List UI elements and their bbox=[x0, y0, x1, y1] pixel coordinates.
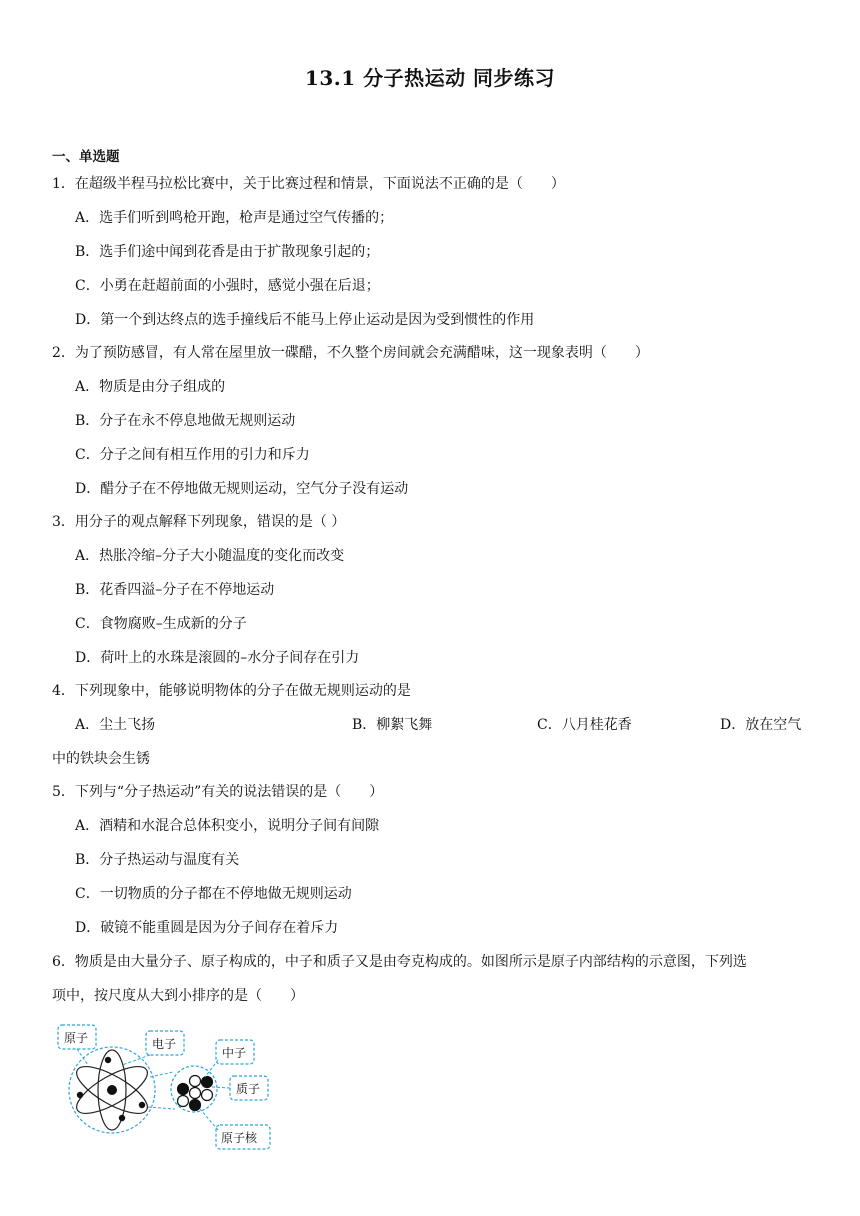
question-4-option-d: D．放在空气 bbox=[720, 717, 802, 733]
section-heading: 一、单选题 bbox=[52, 149, 120, 165]
question-5-option-b: B．分子热运动与温度有关 bbox=[75, 852, 240, 868]
label-atom: 原子 bbox=[64, 1031, 89, 1045]
question-2-option-c: C．分子之间有相互作用的引力和斥力 bbox=[75, 447, 310, 463]
label-proton: 质子 bbox=[236, 1082, 261, 1096]
label-nucleus: 原子核 bbox=[221, 1131, 258, 1145]
question-3-stem: 3．用分子的观点解释下列现象，错误的是（ ） bbox=[52, 514, 346, 530]
question-6-stem-line2: 项中，按尺度从大到小排序的是（ ） bbox=[52, 988, 304, 1004]
label-neutron: 中子 bbox=[222, 1046, 247, 1060]
question-4-option-a: A．尘土飞扬 bbox=[75, 717, 156, 733]
question-5-option-d: D．破镜不能重圆是因为分子间存在着斥力 bbox=[75, 920, 339, 936]
question-4-stem: 4．下列现象中，能够说明物体的分子在做无规则运动的是 bbox=[52, 683, 411, 699]
question-3-option-a: A．热胀冷缩–分子大小随温度的变化而改变 bbox=[75, 548, 345, 564]
label-electron: 电子 bbox=[152, 1037, 177, 1051]
atom-nucleus-dot bbox=[107, 1085, 117, 1095]
question-2-option-a: A．物质是由分子组成的 bbox=[75, 379, 226, 395]
question-1-option-c: C．小勇在赶超前面的小强时，感觉小强在后退； bbox=[75, 278, 380, 294]
question-1-option-b: B．选手们途中闻到花香是由于扩散现象引起的； bbox=[75, 244, 380, 260]
question-2-option-b: B．分子在永不停息地做无规则运动 bbox=[75, 413, 296, 429]
question-4-option-d-continuation: 中的铁块会生锈 bbox=[52, 751, 150, 767]
question-3-option-c: C．食物腐败–生成新的分子 bbox=[75, 616, 247, 632]
question-1-option-d: D．第一个到达终点的选手撞线后不能马上停止运动是因为受到惯性的作用 bbox=[75, 312, 535, 328]
question-4-option-c: C．八月桂花香 bbox=[537, 717, 632, 733]
question-2-stem: 2．为了预防感冒，有人常在屋里放一碟醋，不久整个房间就会充满醋味，这一现象表明（ ） bbox=[52, 345, 649, 361]
question-3-option-d: D．荷叶上的水珠是滚圆的–水分子间存在引力 bbox=[75, 650, 360, 666]
atom-structure-diagram bbox=[50, 1015, 290, 1160]
nucleons bbox=[178, 1076, 213, 1111]
question-5-stem: 5．下列与“分子热运动”有关的说法错误的是（ ） bbox=[52, 784, 384, 800]
page-title: 13.1 分子热运动 同步练习 bbox=[304, 66, 556, 90]
question-4-option-b: B．柳絮飞舞 bbox=[352, 717, 433, 733]
question-5-option-a: A．酒精和水混合总体积变小，说明分子间有间隙 bbox=[75, 818, 380, 834]
question-1-option-a: A．选手们听到鸣枪开跑，枪声是通过空气传播的； bbox=[75, 210, 394, 226]
question-6-stem: 6．物质是由大量分子、原子构成的，中子和质子又是由夸克构成的。如图所示是原子内部结构的示意图，下列选 bbox=[52, 954, 747, 970]
question-1-stem: 1．在超级半程马拉松比赛中，关于比赛过程和情景，下面说法不正确的是（ ） bbox=[52, 176, 565, 192]
question-2-option-d: D．醋分子在不停地做无规则运动，空气分子没有运动 bbox=[75, 481, 409, 497]
question-5-option-c: C．一切物质的分子都在不停地做无规则运动 bbox=[75, 886, 352, 902]
question-3-option-b: B．花香四溢–分子在不停地运动 bbox=[75, 582, 275, 598]
